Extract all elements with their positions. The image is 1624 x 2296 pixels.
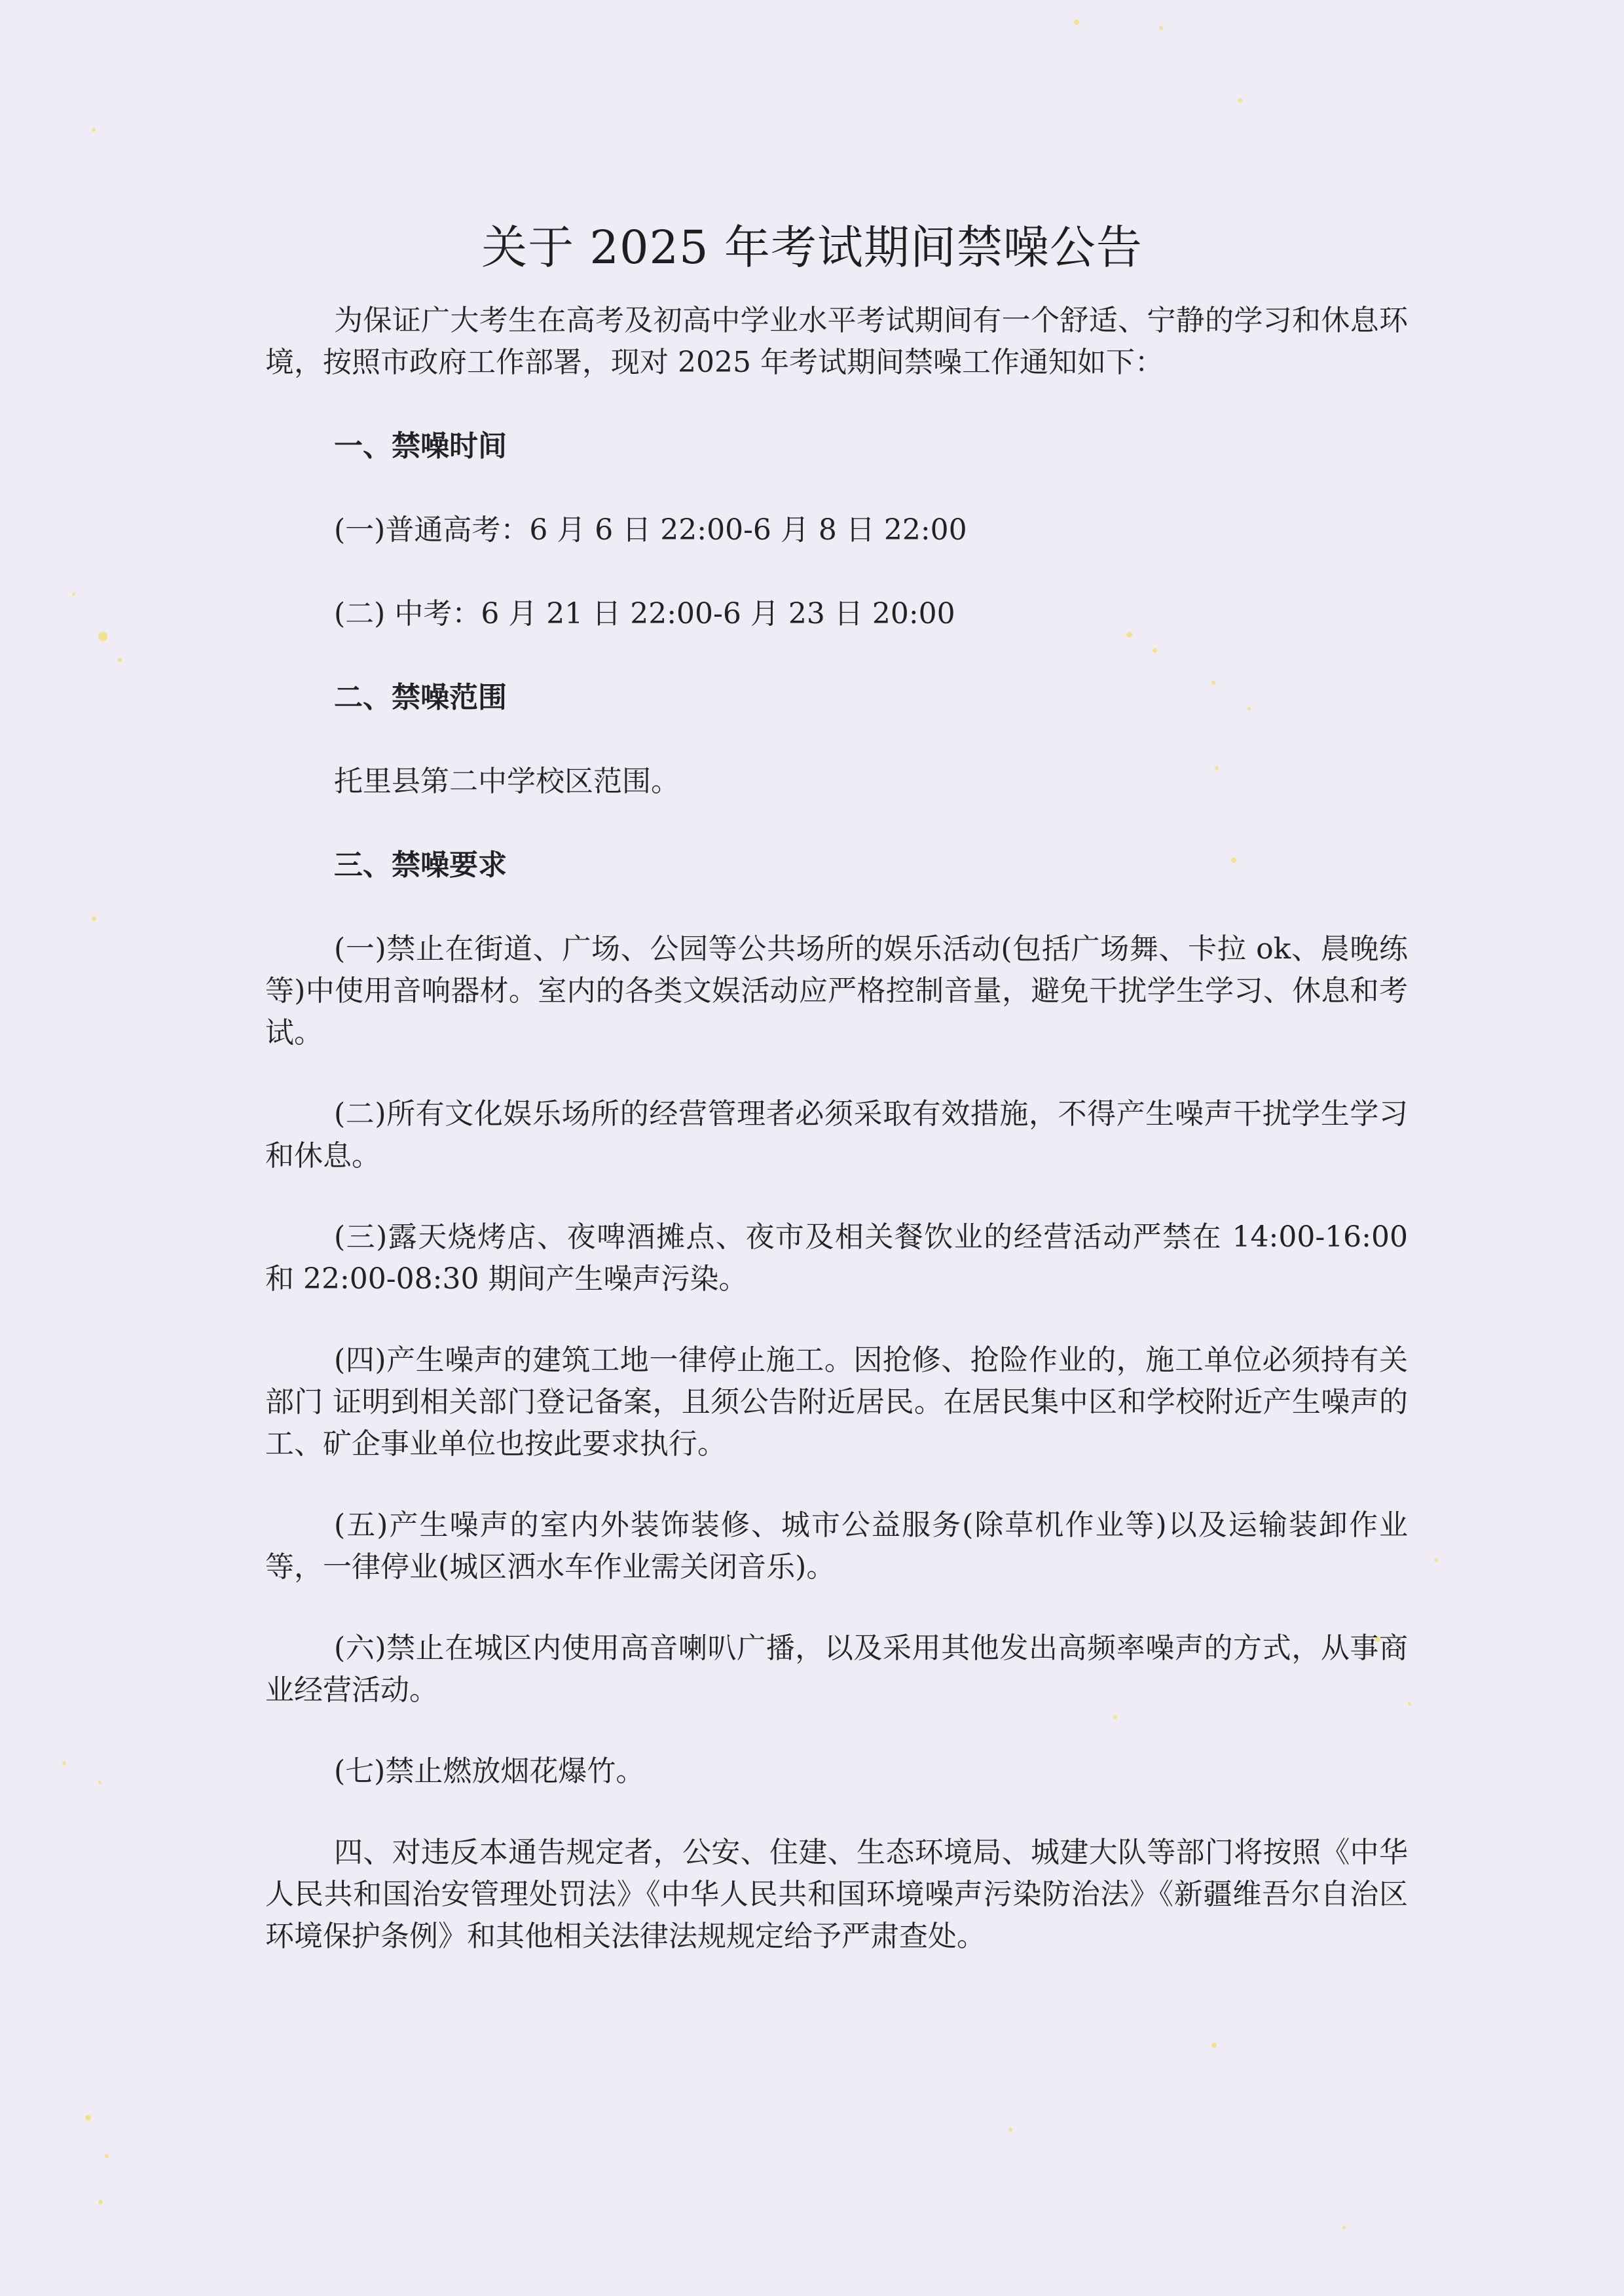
requirement-item-5: (五)产生噪声的室内外装饰装修、城市公益服务(除草机作业等)以及运输装卸作业等，一律停业(城区洒水车作业需关闭音乐)。 — [265, 1508, 1408, 1584]
penalty-paragraph: 四、对违反本通告规定者，公安、住建、生态环境局、城建大队等部门将按照《中华人民共和国治安管理处罚法》《中华人民共和国环境噪声污染防治法》《新疆维吾尔自治区环境保护条例》和其他相关法律法规规定给予严肃查处。 — [265, 1836, 1408, 1953]
paper-speck — [98, 2200, 103, 2204]
paper-speck — [1342, 2226, 1346, 2229]
section-heading-time: 一、禁噪时间 — [334, 429, 507, 463]
section-heading-scope: 二、禁噪范围 — [334, 681, 507, 714]
exam-time-gaokao: (一)普通高考：6 月 6 日 22:00-6 月 8 日 22:00 — [334, 513, 967, 547]
requirement-item-3: (三)露天烧烤店、夜啤酒摊点、夜市及相关餐饮业的经营活动严禁在 14:00-16:00 和 22:00-08:30 期间产生噪声污染。 — [265, 1220, 1408, 1296]
paper-speck — [105, 2154, 109, 2158]
paper-speck — [1408, 1702, 1411, 1705]
paper-speck — [92, 917, 96, 921]
requirement-item-6: (六)禁止在城区内使用高音喇叭广播，以及采用其他发出高频率噪声的方式，从事商业经营活动。 — [265, 1631, 1408, 1707]
intro-paragraph: 为保证广大考生在高考及初高中学业水平考试期间有一个舒适、宁静的学习和休息环境，按照市政府工作部署，现对 2025 年考试期间禁噪工作通知如下： — [265, 304, 1408, 379]
paper-speck — [98, 1781, 101, 1784]
scope-text: 托里县第二中学校区范围。 — [334, 765, 680, 798]
exam-time-zhongkao: (二) 中考：6 月 21 日 22:00-6 月 23 日 20:00 — [334, 597, 955, 630]
paper-speck — [1211, 2043, 1217, 2048]
requirement-item-1: (一)禁止在街道、广场、公园等公共场所的娱乐活动(包括广场舞、卡拉 ok、晨晚练等)中使用音响器材。室内的各类文娱活动应严格控制音量，避免干扰学生学习、休息和考试。 — [265, 932, 1408, 1049]
paper-speck — [1434, 1558, 1438, 1562]
paper-speck — [118, 658, 122, 662]
document-body — [265, 300, 1408, 1958]
requirement-item-4: (四)产生噪声的建筑工地一律停止施工。因抢修、抢险作业的，施工单位必须持有关部门 证明到相关部门登记备案，且须公告附近居民。在居民集中区和学校附近产生噪声的工、矿企事业单位也按此要求执行。 — [265, 1343, 1408, 1461]
paper-speck — [1074, 20, 1079, 25]
paper-speck — [1159, 26, 1163, 30]
section-heading-requirements: 三、禁噪要求 — [334, 848, 507, 882]
paper-speck — [1238, 98, 1242, 103]
requirement-item-2: (二)所有文化娱乐场所的经营管理者必须采取有效措施，不得产生噪声干扰学生学习和休息。 — [265, 1097, 1408, 1173]
paper-speck — [98, 632, 107, 641]
paper-speck — [1008, 2128, 1012, 2132]
paper-speck — [85, 2115, 91, 2121]
requirement-item-7: (七)禁止燃放烟花爆竹。 — [334, 1755, 645, 1788]
paper-speck — [62, 1761, 66, 1765]
paper-speck — [72, 592, 75, 596]
paper-speck — [92, 128, 96, 132]
document-title: 关于 2025 年考试期间禁噪公告 — [481, 221, 1143, 274]
